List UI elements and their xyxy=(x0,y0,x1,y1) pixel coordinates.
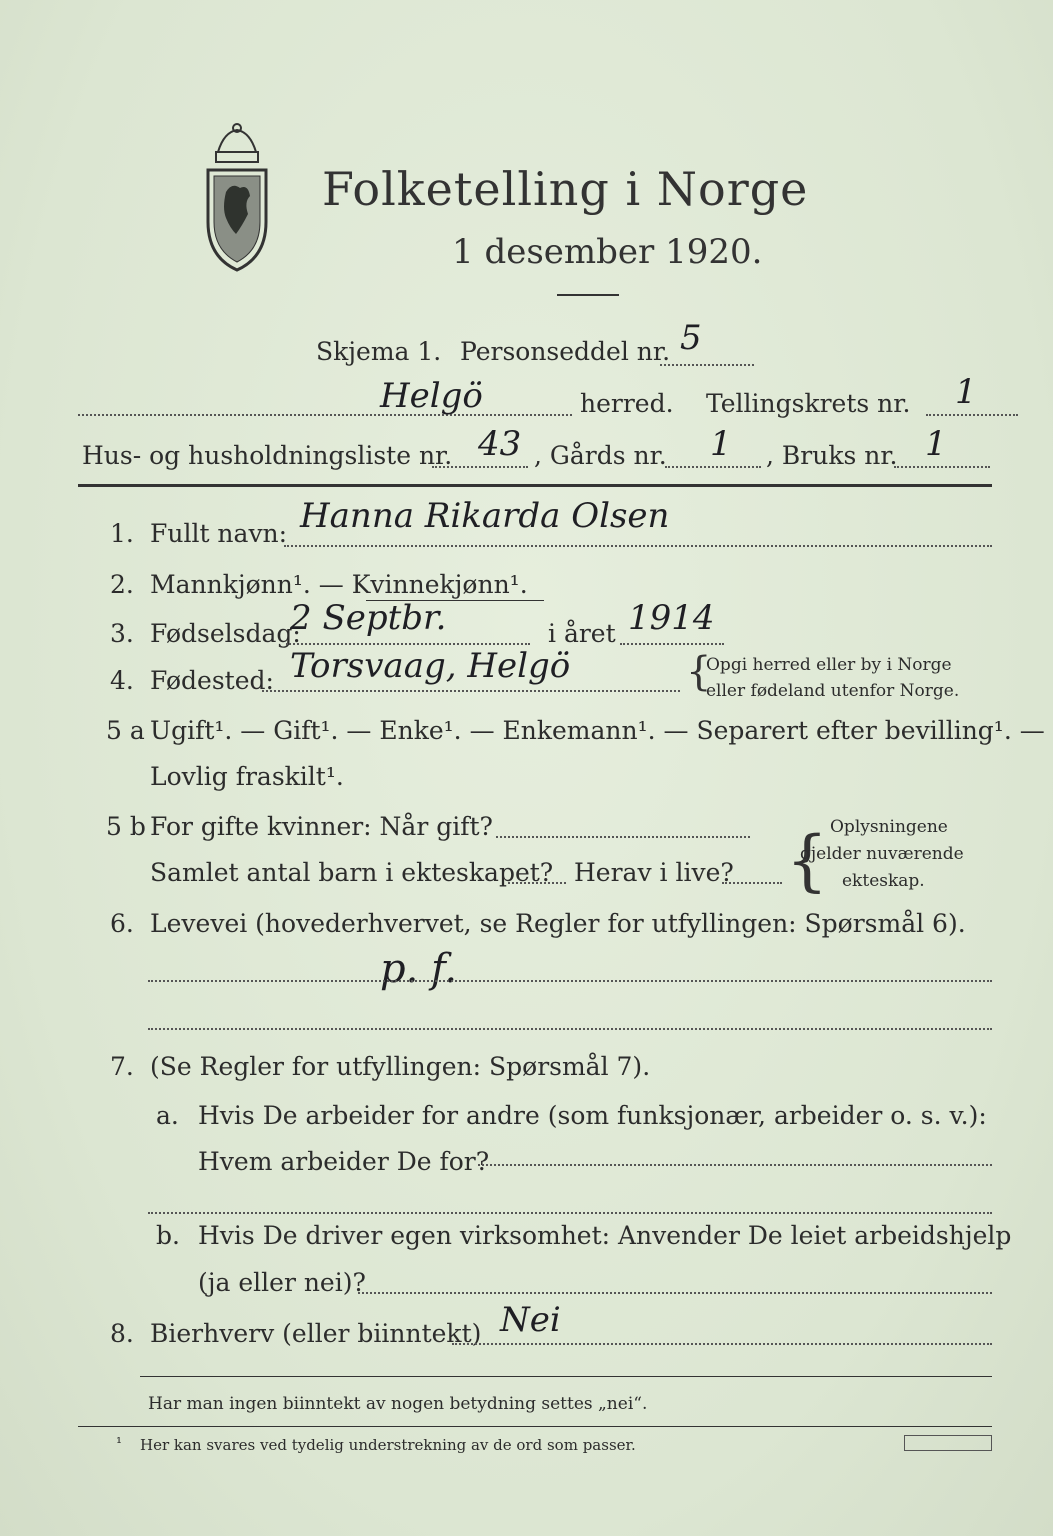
footer-divider xyxy=(140,1376,992,1377)
tellingskrets-value[interactable]: 1 xyxy=(955,372,977,412)
q6-line-2 xyxy=(148,1028,992,1030)
q8-value[interactable]: Nei xyxy=(500,1300,561,1340)
q4-label: Fødested: xyxy=(150,666,274,695)
q7b-letter: b. xyxy=(156,1221,180,1250)
q5b-label-3: Herav i live? xyxy=(574,858,734,887)
q4-line xyxy=(262,690,680,692)
q7-number: 7. xyxy=(110,1052,134,1081)
q4-number: 4. xyxy=(110,666,134,695)
tellingskrets-line xyxy=(926,414,1018,416)
footer-note: Har man ingen biinntekt av nogen betydning settes „nei“. xyxy=(148,1394,648,1414)
q3-year-value[interactable]: 1914 xyxy=(628,598,715,638)
gards-value[interactable]: 1 xyxy=(710,424,732,464)
q5b-note-2: gjelder nuværende xyxy=(800,844,964,864)
q7-label: (Se Regler for utfyllingen: Spørsmål 7). xyxy=(150,1052,651,1081)
q4-note-2: eller fødeland utenfor Norge. xyxy=(706,681,960,701)
header-divider xyxy=(78,484,992,487)
personseddel-value[interactable]: 5 xyxy=(680,318,702,358)
q1-value[interactable]: Hanna Rikarda Olsen xyxy=(300,496,670,536)
q5a-label-1: Ugift¹. — Gift¹. — Enke¹. — Enkemann¹. — Separert efter bevilling¹. — xyxy=(150,716,1045,745)
q6-number: 6. xyxy=(110,909,134,938)
q7a-line-2 xyxy=(148,1212,992,1214)
tellingskrets-label: Tellingskrets nr. xyxy=(706,389,911,418)
q5b-married-line xyxy=(496,836,750,838)
q4-value[interactable]: Torsvaag, Helgö xyxy=(290,646,571,686)
q7a-line-1 xyxy=(478,1164,992,1166)
q1-line xyxy=(284,545,992,547)
footnote-divider xyxy=(78,1426,992,1427)
norway-coat-of-arms-icon xyxy=(196,122,278,272)
q2-number: 2. xyxy=(110,570,134,599)
gards-line xyxy=(665,466,761,468)
q8-line xyxy=(452,1343,992,1345)
hus-line xyxy=(432,466,528,468)
q8-number: 8. xyxy=(110,1319,134,1348)
q5b-number: 5 b xyxy=(106,812,146,841)
q3-value[interactable]: 2 Septbr. xyxy=(290,598,447,638)
q3-line xyxy=(286,643,530,645)
q5a-number: 5 a xyxy=(106,716,145,745)
q2-label: Mannkjønn¹. — Kvinnekjønn¹. xyxy=(150,570,528,599)
q7a-label-2: Hvem arbeider De for? xyxy=(198,1147,490,1176)
q6-label: Levevei (hovederhvervet, se Regler for utfyllingen: Spørsmål 6). xyxy=(150,909,966,938)
q5b-label-1: For gifte kvinner: Når gift? xyxy=(150,812,493,841)
q7a-label-1: Hvis De arbeider for andre (som funksjonær, arbeider o. s. v.): xyxy=(198,1101,987,1130)
q5b-note-3: ekteskap. xyxy=(842,871,925,891)
q3-number: 3. xyxy=(110,619,134,648)
title-divider xyxy=(557,294,619,296)
q7a-letter: a. xyxy=(156,1101,179,1130)
footnote-mark: ¹ xyxy=(116,1434,123,1452)
q5b-brace: { xyxy=(786,822,828,899)
q5b-label-2: Samlet antal barn i ekteskapet? xyxy=(150,858,554,887)
form-date: 1 desember 1920. xyxy=(452,232,763,272)
bruks-value[interactable]: 1 xyxy=(925,424,947,464)
q4-note-1: Opgi herred eller by i Norge xyxy=(706,655,952,675)
hus-label: Hus- og husholdningsliste nr. xyxy=(82,441,453,470)
hus-value[interactable]: 43 xyxy=(478,424,522,464)
printer-stamp xyxy=(904,1435,992,1451)
q6-value[interactable]: p. f. xyxy=(380,946,458,992)
q7b-label-1: Hvis De driver egen virksomhet: Anvender De leiet arbeidshjelp xyxy=(198,1221,1012,1250)
q5b-note-1: Oplysningene xyxy=(830,817,948,837)
q7b-label-2: (ja eller nei)? xyxy=(198,1268,366,1297)
footnote-text: Her kan svares ved tydelig understrekning av de ord som passer. xyxy=(140,1436,636,1454)
personseddel-line xyxy=(660,364,754,366)
herred-line xyxy=(78,414,572,416)
q3-year-line xyxy=(620,643,724,645)
q1-label: Fullt navn: xyxy=(150,519,288,548)
q3-year-label: i året xyxy=(548,619,616,648)
q4-brace: { xyxy=(686,649,712,695)
q6-line-1 xyxy=(148,980,992,982)
q3-label: Fødselsdag: xyxy=(150,619,301,648)
herred-value[interactable]: Helgö xyxy=(380,376,483,416)
bruks-label: , Bruks nr. xyxy=(766,441,898,470)
form-title: Folketelling i Norge xyxy=(322,162,809,216)
q5b-children-line xyxy=(508,882,566,884)
q1-number: 1. xyxy=(110,519,134,548)
bruks-line xyxy=(894,466,990,468)
q5b-alive-line xyxy=(722,882,782,884)
gards-label: , Gårds nr. xyxy=(534,441,667,470)
q7b-line xyxy=(358,1292,992,1294)
schema-label: Skjema 1. xyxy=(316,337,442,366)
q5a-label-2: Lovlig fraskilt¹. xyxy=(150,762,344,791)
q8-label: Bierhverv (eller biinntekt) xyxy=(150,1319,482,1348)
herred-label: herred. xyxy=(580,389,674,418)
personseddel-label: Personseddel nr. xyxy=(460,337,671,366)
